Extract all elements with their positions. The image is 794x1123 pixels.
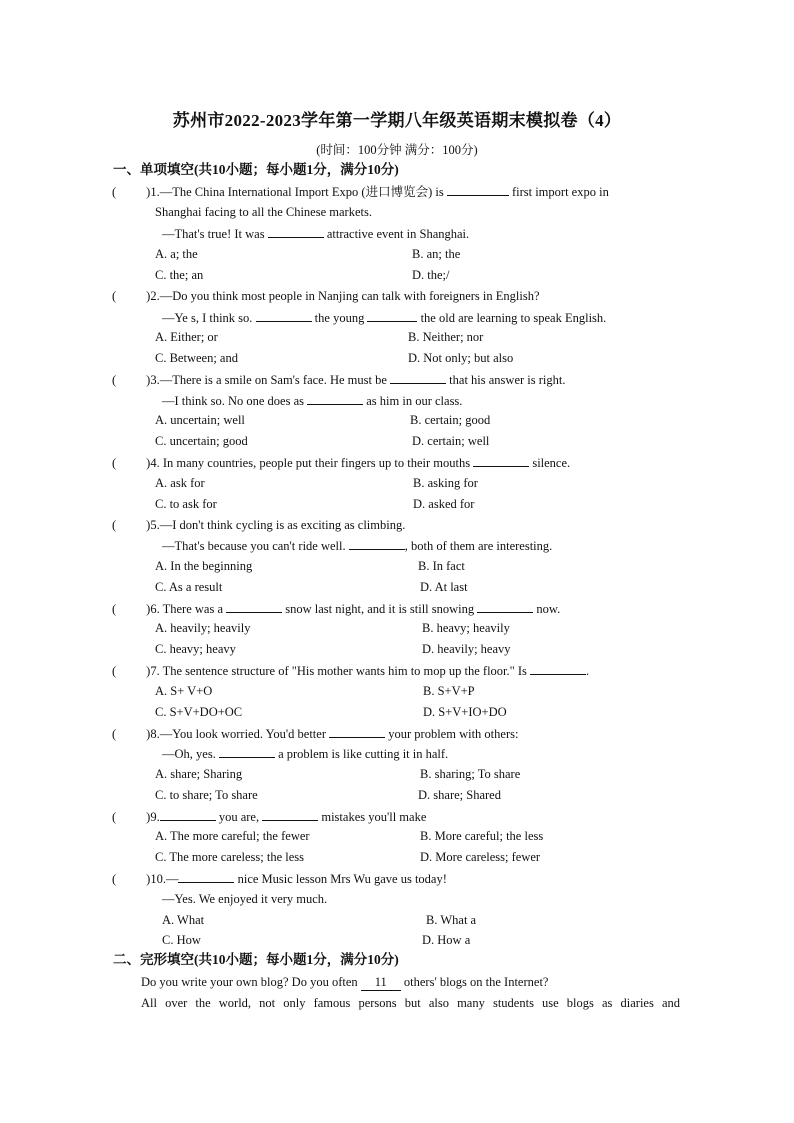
answer-blank <box>390 371 446 384</box>
section-heading-cloze: 二、完形填空(共10小题；每小题1分，满分10分) <box>113 952 399 967</box>
option-c: C. As a result <box>155 580 223 594</box>
option-a: A. ask for <box>155 476 205 490</box>
option-d: D. share; Shared <box>418 788 501 802</box>
option-a: A. heavily; heavily <box>155 621 251 635</box>
option-b: B. certain; good <box>410 413 491 427</box>
exam-time-score: (时间：100分钟 满分：100分) <box>316 143 478 157</box>
option-a: A. Either; or <box>155 330 218 344</box>
option-d: D. More careless; fewer <box>420 850 541 864</box>
question-2: ( )2.—Do you think most people in Nanjing can talk with foreigners in English? <box>112 289 540 303</box>
question-4: ( )4. In many countries, people put their fingers up to their mouths silence. <box>112 456 571 470</box>
option-d: D. the;/ <box>412 268 450 282</box>
question-3: ( )3.—There is a smile on Sam's face. He must be that his answer is right. <box>112 373 566 387</box>
question-5-line2: —That's because you can't ride well. , both of them are interesting. <box>162 539 553 553</box>
option-c: C. S+V+DO+OC <box>155 705 243 719</box>
answer-blank <box>256 309 312 322</box>
answer-blank <box>329 725 385 738</box>
answer-blank <box>447 183 509 196</box>
question-10-line2: —Yes. We enjoyed it very much. <box>162 892 328 906</box>
option-b: B. S+V+P <box>423 684 475 698</box>
answer-blank <box>349 537 405 550</box>
option-a: A. What <box>162 913 205 927</box>
option-b: B. More careful; the less <box>420 829 544 843</box>
option-c: C. to share; To share <box>155 788 258 802</box>
question-1-cont: Shanghai facing to all the Chinese markets. <box>155 205 372 219</box>
cloze-paragraph-line-1: Do you write your own blog? Do you often 11 others' blogs on the Internet? <box>141 975 549 989</box>
option-a: A. The more careful; the fewer <box>155 829 310 843</box>
section-heading-single-choice: 一、单项填空(共10小题；每小题1分，满分10分) <box>113 162 399 177</box>
question-8-line2: —Oh, yes. a problem is like cutting it in half. <box>162 747 449 761</box>
option-b: B. In fact <box>418 559 465 573</box>
option-b: B. an; the <box>412 247 461 261</box>
question-5: ( )5.—I don't think cycling is as exciting as climbing. <box>112 518 406 532</box>
option-d: D. At last <box>420 580 468 594</box>
cloze-paragraph-line-2: All over the world, not only famous persons but also many students use blogs as diaries and <box>141 996 680 1010</box>
answer-blank <box>268 225 324 238</box>
answer-blank <box>262 808 318 821</box>
question-1: ( )1.—The China International Import Expo (进口博览会) is first import expo in <box>112 185 609 199</box>
question-8: ( )8.—You look worried. You'd better your problem with others: <box>112 727 519 741</box>
option-b: B. asking for <box>413 476 478 490</box>
answer-blank <box>219 745 275 758</box>
option-d: D. S+V+IO+DO <box>423 705 507 719</box>
answer-blank <box>477 600 533 613</box>
option-d: D. asked for <box>413 497 475 511</box>
question-3-line2: —I think so. No one does as as him in our class. <box>162 394 463 408</box>
question-10: ( )10.— nice Music lesson Mrs Wu gave us today! <box>112 872 447 886</box>
question-1-line2: —That's true! It was attractive event in Shanghai. <box>162 227 470 241</box>
cloze-blank-11: 11 <box>361 974 401 991</box>
answer-blank <box>307 392 363 405</box>
option-d: D. heavily; heavy <box>422 642 511 656</box>
option-c: C. the; an <box>155 268 204 282</box>
option-c: C. heavy; heavy <box>155 642 236 656</box>
option-c: C. How <box>162 933 201 947</box>
question-2-line2: —Ye s, I think so. the young the old are learning to speak English. <box>162 311 607 325</box>
answer-blank <box>530 662 586 675</box>
option-a: A. uncertain; well <box>155 413 245 427</box>
answer-blank <box>178 870 234 883</box>
answer-blank <box>160 808 216 821</box>
option-b: B. heavy; heavily <box>422 621 510 635</box>
question-9: ( )9. you are, mistakes you'll make <box>112 810 427 824</box>
answer-blank <box>226 600 282 613</box>
option-c: C. uncertain; good <box>155 434 248 448</box>
option-a: A. S+ V+O <box>155 684 213 698</box>
option-a: A. share; Sharing <box>155 767 243 781</box>
question-7: ( )7. The sentence structure of "His mother wants him to mop up the floor." Is . <box>112 664 590 678</box>
option-d: D. How a <box>422 933 471 947</box>
option-c: C. The more careless; the less <box>155 850 305 864</box>
question-6: ( )6. There was a snow last night, and it is still snowing now. <box>112 602 561 616</box>
option-a: A. In the beginning <box>155 559 253 573</box>
answer-blank <box>473 454 529 467</box>
option-b: B. Neither; nor <box>408 330 484 344</box>
option-b: B. sharing; To share <box>420 767 521 781</box>
answer-blank <box>367 309 417 322</box>
option-c: C. to ask for <box>155 497 217 511</box>
option-d: D. certain; well <box>412 434 490 448</box>
option-a: A. a; the <box>155 247 198 261</box>
page-title: 苏州市2022-2023学年第一学期八年级英语期末模拟卷（4） <box>172 111 622 130</box>
option-b: B. What a <box>426 913 477 927</box>
option-c: C. Between; and <box>155 351 238 365</box>
option-d: D. Not only; but also <box>408 351 514 365</box>
